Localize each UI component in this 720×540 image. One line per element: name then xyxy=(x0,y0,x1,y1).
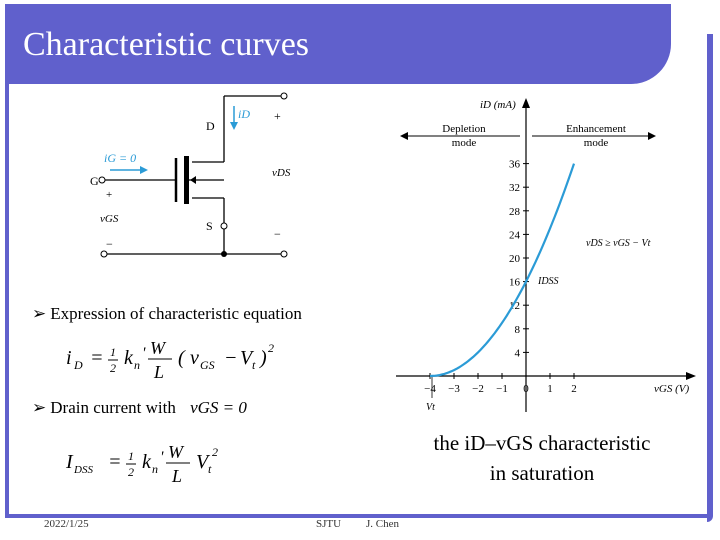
svg-text:V: V xyxy=(196,451,209,473)
svg-text:=: = xyxy=(90,347,104,369)
idss-label: IDSS xyxy=(538,276,559,287)
saturation-condition: vDS ≥ vGS − Vt xyxy=(586,238,651,249)
drain-current-condition: vGS = 0 xyxy=(190,398,247,417)
svg-text:D: D xyxy=(74,358,83,372)
page-number: 85 xyxy=(699,16,714,31)
y-tick-label: 32 xyxy=(509,182,520,195)
x-axis-label: vGS (V) xyxy=(654,383,690,395)
svg-text:2: 2 xyxy=(128,465,134,479)
svg-text:V: V xyxy=(240,347,253,369)
id-vgs-characteristic-graph xyxy=(392,94,698,412)
gate-plus: + xyxy=(106,189,113,201)
svg-text:i: i xyxy=(66,347,72,369)
svg-text:n: n xyxy=(134,358,140,372)
svg-text:': ' xyxy=(142,345,146,362)
y-tick-label: 16 xyxy=(509,276,520,289)
left-border xyxy=(5,84,9,518)
bullet-arrow-icon: ➢ xyxy=(32,304,47,324)
svg-text:=: = xyxy=(108,451,122,473)
gate-terminal xyxy=(99,177,105,183)
bullet-drain-current-text: Drain current with xyxy=(50,398,176,417)
vds-label: vDS xyxy=(272,167,291,179)
y-tick-label: 12 xyxy=(509,300,520,313)
depletion-label-2: mode xyxy=(451,137,477,149)
bullet-expression-text: Expression of characteristic equation xyxy=(50,304,302,323)
y-tick-label: 28 xyxy=(509,205,520,218)
bullet-drain-current xyxy=(32,398,247,418)
source-label: S xyxy=(206,219,213,233)
source-terminal xyxy=(221,223,227,229)
slide-title: Characteristic curves xyxy=(23,26,310,63)
figure-caption xyxy=(408,428,676,488)
vgs-label: vGS xyxy=(100,213,119,225)
drain-minus: − xyxy=(274,227,281,241)
svg-text:1: 1 xyxy=(110,345,116,359)
svg-text:k: k xyxy=(124,347,133,369)
svg-text:L: L xyxy=(154,362,165,382)
svg-text:(: ( xyxy=(178,347,185,369)
id-equation-graphic xyxy=(66,334,316,384)
caption-line-2: in saturation xyxy=(489,461,595,485)
svg-text:GS: GS xyxy=(200,358,215,372)
title-bar xyxy=(5,4,671,84)
y-tick-label: 24 xyxy=(509,229,520,242)
y-tick-label: 8 xyxy=(514,323,520,336)
channel-bar xyxy=(184,156,189,204)
svg-text:W: W xyxy=(168,442,183,462)
svg-text:2: 2 xyxy=(212,445,218,459)
bottom-border xyxy=(5,514,711,518)
svg-text:': ' xyxy=(160,449,164,466)
idss-equation xyxy=(66,436,266,495)
x-tick-label: −1 xyxy=(496,383,508,395)
mosfet-circuit-diagram xyxy=(90,88,306,264)
svg-text:W: W xyxy=(150,338,165,358)
id-equation xyxy=(66,334,316,389)
svg-text:DSS: DSS xyxy=(74,464,93,476)
x-tick-label: 0 xyxy=(523,383,529,395)
svg-text:t: t xyxy=(208,462,212,476)
x-tick-label: 2 xyxy=(571,383,577,395)
svg-text:−: − xyxy=(224,347,238,369)
svg-text:2: 2 xyxy=(268,341,274,355)
svg-text:I: I xyxy=(66,451,73,473)
footer-date: 2022/1/25 xyxy=(44,518,89,530)
y-tick-label: 20 xyxy=(509,253,520,265)
id-label: iD xyxy=(238,107,250,121)
drain-terminal xyxy=(281,93,287,99)
svg-text:L: L xyxy=(172,466,183,486)
svg-text:v: v xyxy=(190,347,199,369)
ground-node xyxy=(221,251,227,257)
bullet-expression xyxy=(32,304,302,324)
footer-org: SJTU xyxy=(316,518,342,530)
enhancement-label-2: mode xyxy=(583,137,609,149)
svg-text:): ) xyxy=(260,347,267,369)
x-tick-label: −3 xyxy=(448,383,460,395)
enhancement-label-1: Enhancement xyxy=(566,123,626,135)
drain-plus: + xyxy=(274,109,281,123)
vt-label: Vt xyxy=(426,402,435,413)
drain-label: D xyxy=(206,119,215,133)
y-tick-label: 4 xyxy=(514,347,520,360)
x-tick-label: −2 xyxy=(472,383,484,395)
x-tick-label: 1 xyxy=(547,383,553,395)
y-axis-label: iD (mA) xyxy=(480,99,516,111)
gate-minus: − xyxy=(106,237,113,251)
svg-text:1: 1 xyxy=(128,449,134,463)
gate-label: G xyxy=(90,174,99,188)
svg-text:n: n xyxy=(152,462,158,476)
caption-line-1: the iD–vGS characteristic xyxy=(433,431,651,455)
svg-text:t: t xyxy=(252,358,256,372)
svg-text:2: 2 xyxy=(110,361,116,375)
svg-text:k: k xyxy=(142,451,151,473)
right-border xyxy=(707,34,713,522)
y-tick-label: 36 xyxy=(509,158,520,171)
bullet-arrow-icon: ➢ xyxy=(32,398,47,418)
depletion-label-1: Depletion xyxy=(442,123,486,135)
idss-equation-graphic xyxy=(66,436,266,490)
x-tick-label: −4 xyxy=(424,383,436,395)
ig-label: iG = 0 xyxy=(104,151,137,165)
footer-author: J. Chen xyxy=(366,518,399,530)
